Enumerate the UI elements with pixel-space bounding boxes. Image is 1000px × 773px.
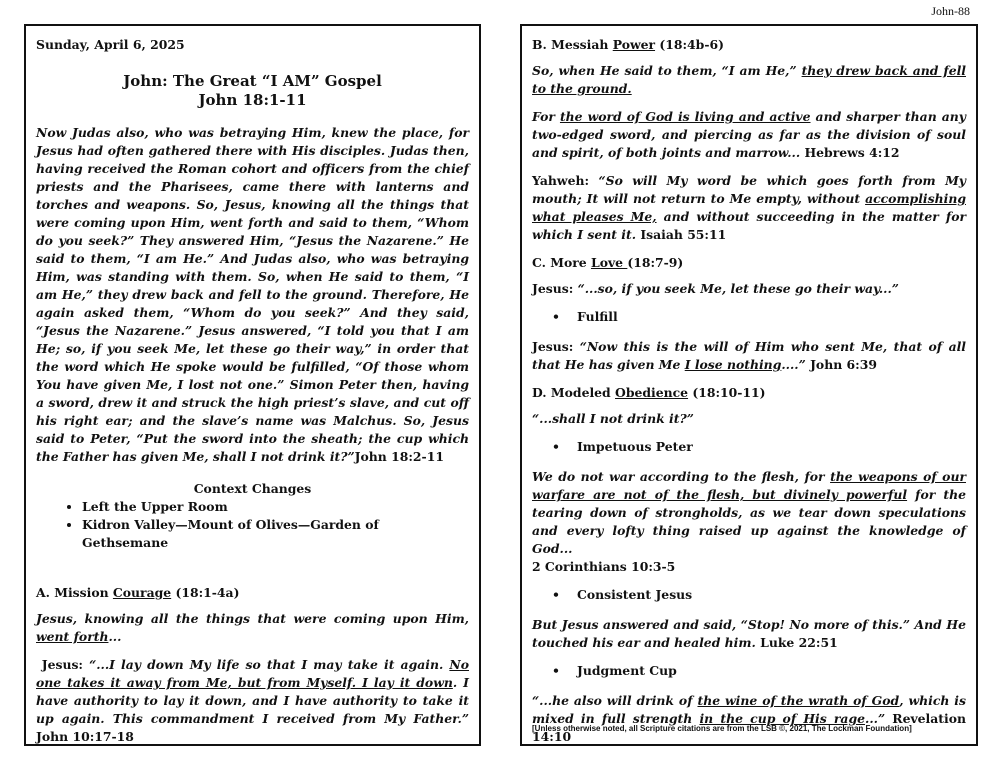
section-a-quote: Jesus, knowing all the things that were coming upon Him, went forth...: [36, 611, 469, 644]
section-d-quote-1: “...shall I not drink it?”: [532, 411, 694, 426]
section-a-heading: A. Mission Courage (18:1-4a): [36, 585, 240, 600]
section-c-quote-2: Jesus: “Now this is the will of Him who sent Me, that of all that He has given Me I lose nothing....” John 6:39: [532, 339, 967, 372]
section-c-heading: C. More Love (18:7-9): [532, 255, 684, 270]
copyright-footnote: [Unless otherwise noted, all Scripture citations are from the LSB ©, 2021, The Lockman Foundation]: [532, 724, 912, 733]
context-item: • Kidron Valley—Mount of Olives—Garden of Gethsemane: [82, 516, 469, 552]
section-c-quote-1: Jesus: “...so, if you seek Me, let these go their way...”: [532, 281, 899, 296]
section-b-quote-3: Yahweh: “So will My word be which goes forth from My mouth; It will not return to Me empty, without accomplishing what pleases Me, and without succeeding in the matter for which I sent it. Isaiah 55:11: [532, 173, 967, 242]
page-number: John-88: [931, 4, 970, 18]
passage-reference: John 18:2-11: [354, 449, 444, 464]
section-d-quote-4: “...he also will drink of the wine of the wrath of God, which is mixed in full strength in the cup of His rage...” Revelation 14:10: [532, 693, 966, 744]
passage-text: Now Judas also, who was betraying Him, knew the place, for Jesus had often gathered there with His disciples. Judas then, having received the Roman cohort and officers from the chief priests and the Pharisees, came there with lanterns and torches and weapons. So, Jesus, knowing all the things that were coming upon Him, went forth and said to them, “Whom do you seek?” They answered Him, “Jesus the Nazarene.” He said to them, “I am He.” And Judas also, who was betraying Him, was standing with them. So, when He said to them, “I am He,” they drew back and fell to the ground. Therefore, He again asked them, “Whom do you seek?” And they said, “Jesus the Nazarene.” Jesus answered, “I told you that I am He; so, if you seek Me, let these go their way,” in order that the word which He spoke would be fulfilled, “Of those whom You have given Me, I lost not one.” Simon Peter then, having a sword, drew it and struck the high priest’s slave, and cut off his right ear; and the slave’s name was Malchus. So, Jesus said to Peter, “Put the sword into the sheath; the cup which the Father has given Me, shall I not drink it?”: [36, 125, 469, 464]
right-panel: [520, 24, 978, 746]
bullet-impetuous-peter: • Impetuous Peter: [552, 439, 693, 454]
bullet-consistent-jesus: • Consistent Jesus: [552, 587, 693, 602]
section-d-heading: D. Modeled Obedience (18:10-11): [532, 385, 766, 400]
bullet-judgment-cup: • Judgment Cup: [552, 663, 677, 678]
section-d-quote-2: We do not war according to the flesh, for the weapons of our warfare are not of the flesh, but divinely powerful for the tearing down of strongholds, as we tear down speculations and every lofty thing raised up against the knowledge of God... 2 Corinthians 10:3-5: [532, 469, 966, 574]
section-b-quote-2: For the word of God is living and active and sharper than any two-edged sword, and piercing as far as the division of soul and spirit, of both joints and marrow... Hebrews 4:12: [532, 109, 966, 160]
title-line-1: John: The Great “I AM” Gospel: [123, 72, 382, 90]
title-line-2: John 18:1-11: [198, 91, 307, 109]
section-b-heading: B. Messiah Power (18:4b-6): [532, 37, 724, 52]
context-changes-heading: Context Changes: [193, 481, 312, 496]
scripture-passage: [36, 124, 469, 466]
context-list: [36, 498, 469, 552]
context-item: • Left the Upper Room: [82, 498, 469, 516]
bullet-fulfill: • Fulfill: [552, 309, 618, 324]
sermon-title: [36, 72, 469, 110]
section-b-quote-1: So, when He said to them, “I am He,” they drew back and fell to the ground.: [532, 63, 966, 96]
section-d-quote-3: But Jesus answered and said, “Stop! No more of this.” And He touched his ear and healed him. Luke 22:51: [532, 617, 966, 650]
left-panel: [24, 24, 481, 746]
section-a-john-quote: Jesus: “...I lay down My life so that I may take it again. No one takes it away from Me, but from Myself. I lay it down. I have authority to lay it down, and I have authority to take it up again. This commandment I received from My Father.” John 10:17-18: [36, 657, 469, 744]
sermon-date: Sunday, April 6, 2025: [36, 37, 185, 52]
